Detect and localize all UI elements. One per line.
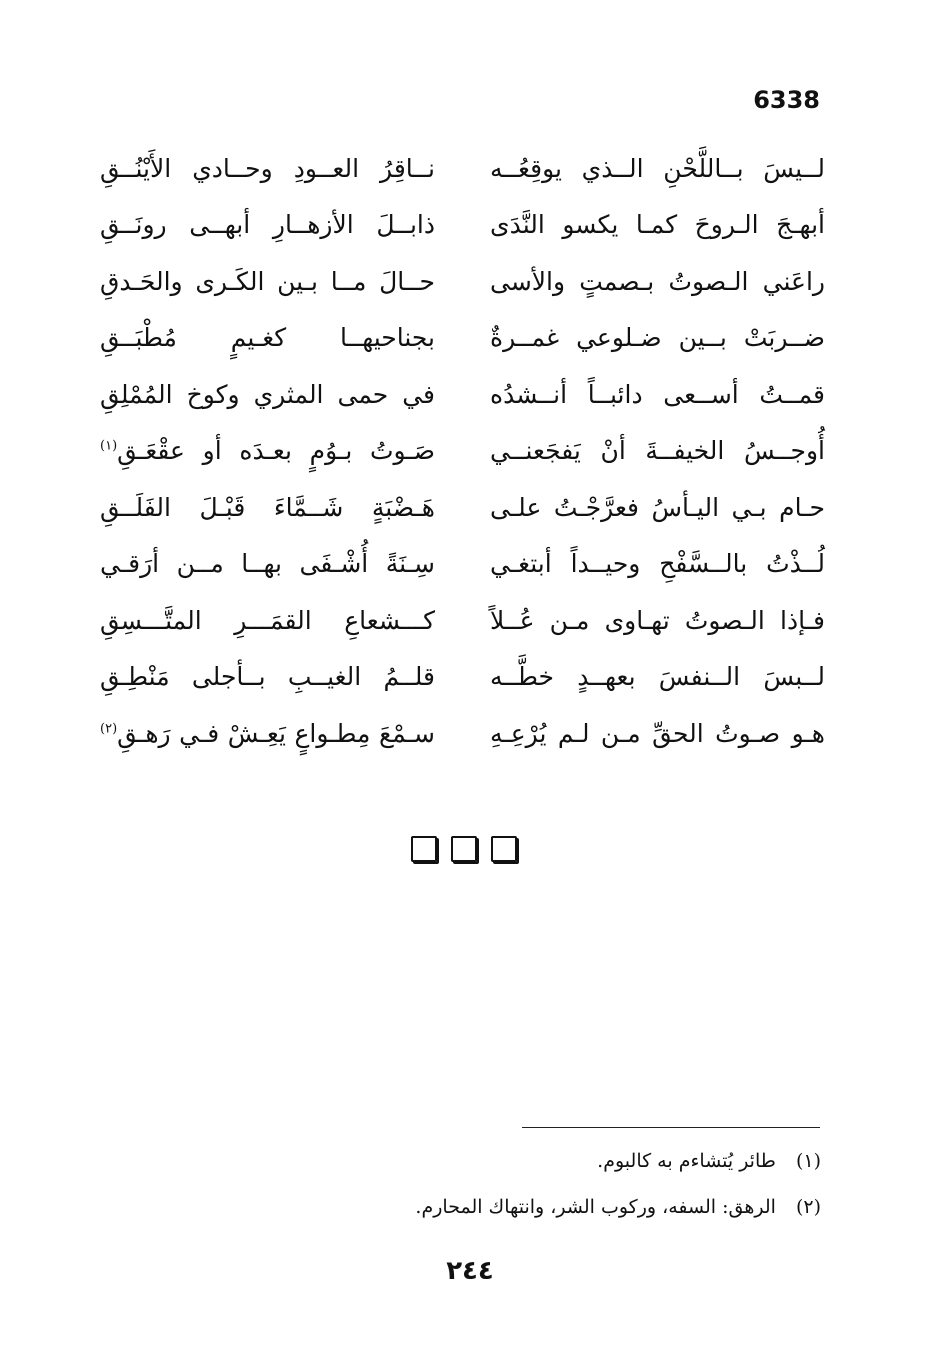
verse-first-hemistich: لــيسَ بــاللَّحْنِ الــذي يوقِعُــه [490,153,825,183]
separator-box-icon [411,836,437,862]
verse-second-hemistich [100,380,435,409]
verse-line [100,649,825,706]
hemistich-text: قلــمُ الغيــبِ بــأجلى مَنْطِـقِ [100,662,435,692]
footnote-reference: (٢) [100,721,118,737]
verse-second-hemistich [100,719,435,748]
footnote-rule [522,1127,820,1128]
separator-box-icon [491,836,517,862]
hemistich-text: في حمى المثري وكوخ المُمْلِقِ [100,379,435,409]
page-id: 6338 [753,86,820,114]
section-separator [411,836,517,862]
verse-line [100,310,825,367]
hemistich-text: ذابــلَ الأزهــارِ أبهــى رونَــقِ [100,210,435,240]
footnote-reference: (١) [100,438,118,454]
verse-first-hemistich: أبهـجَ الـروحَ كمـا يكسو النَّدَى [490,210,825,240]
verse-second-hemistich [100,323,435,352]
verse-first-hemistich: فـإذا الـصوتُ تهـاوى مـن عُــلاً [490,605,825,635]
verse-line [100,140,825,197]
footnote [415,1189,821,1235]
verse-line [100,536,825,593]
footnote [415,1143,821,1189]
verse-first-hemistich: ضــربَتْ بــين ضـلوعي غمــرةٌ [490,323,825,353]
verse-first-hemistich: لــبسَ الــنفسَ بعهــدٍ خطَّــه [490,662,825,692]
page-number: ٢٤٤ [446,1256,494,1286]
hemistich-text: نــاقِرُ العــودِ وحــادي الأَيْنُــقِ [100,153,435,183]
verse-first-hemistich: لُــذْتُ بالــسَّفْحِ وحيــداً أبتغـي [490,549,825,579]
hemistich-text: سـمْعَ مِطـواعٍ يَعِـشْ فـي رَهـقِ [117,718,435,748]
verse-line [100,253,825,310]
footnote-number: (١) [795,1150,821,1172]
footnote-text: طائر يُتشاءم به كالبوم. [597,1150,776,1172]
hemistich-text: هَـضْبَةٍ شَــمَّاءَ قَبْـلَ الفَلَــقِ [100,492,435,522]
footnotes [415,1143,821,1235]
hemistich-text: حــالَ مــا بـين الكَـرى والحَـدقِ [100,266,435,296]
verse-first-hemistich: قمــتُ أســعى دائبــاً أنــشدُه [490,379,825,409]
footnote-number: (٢) [795,1196,821,1218]
verse-line [100,423,825,480]
verse-first-hemistich: هـو صـوتُ الحقِّ مـن لـم يُرْعِـهِ [490,718,825,748]
verse-line [100,705,825,762]
verse-second-hemistich [100,662,435,691]
verse-second-hemistich [100,606,435,635]
verse-second-hemistich [100,210,435,239]
hemistich-text: كـــشعاعِ القمَـــرِ المتَّـــسِقِ [100,605,435,635]
verse-second-hemistich [100,493,435,522]
verse-second-hemistich [100,549,435,578]
verse-line [100,197,825,254]
poem [100,140,825,762]
verse-first-hemistich: أُوجــسُ الخيفــةَ أنْ يَفجَعنــي [490,436,825,466]
hemistich-text: صَـوتُ بـوُمٍ بعـدَه أو عقْعَـقِ [117,436,435,466]
verse-line [100,479,825,536]
separator-box-icon [451,836,477,862]
verse-second-hemistich [100,267,435,296]
hemistich-text: سِـنَةً أُشْـفَى بهــا مــن أرَقـي [100,549,435,579]
verse-first-hemistich: راعَني الـصوتُ بـصمتٍ والأسى [490,266,825,296]
footnote-text: الرهق: السفه، وركوب الشر، وانتهاك المحارم. [415,1196,776,1218]
hemistich-text: بجناحيهــا كغـيمٍ مُطْبَــقِ [100,323,435,353]
verse-first-hemistich: حـام بـي اليـأسُ فعرَّجْـتُ علـى [490,492,825,522]
verse-line [100,592,825,649]
verse-second-hemistich [100,154,435,183]
verse-second-hemistich [100,436,435,465]
verse-line [100,366,825,423]
